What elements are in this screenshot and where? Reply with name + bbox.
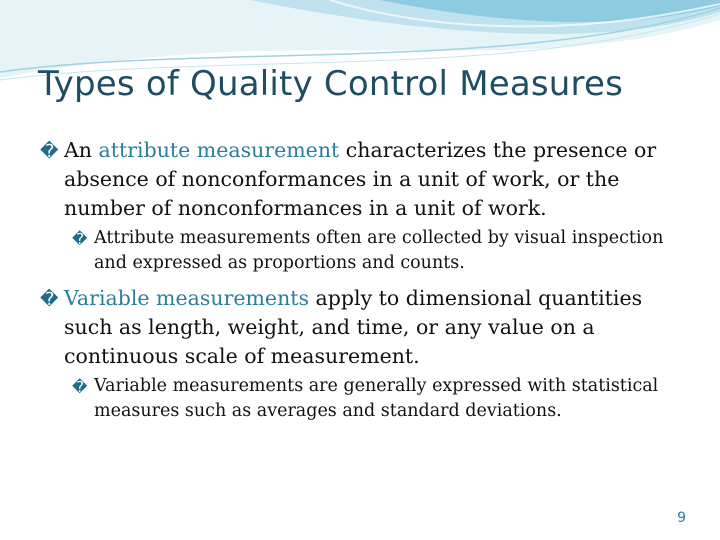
bullet-text: apply to dimensional quantities such as length, weight, and time, or any value on a continuous scale of measurement. [64,286,643,368]
bullet-variable-measurement [40,284,690,371]
bullet-marker-icon: � [72,378,88,396]
bullet-marker-icon: � [40,141,59,162]
bullet-text: characterizes the presence or absence of nonconformances in a unit of work, or the number of nonconformances in a unit of work. [64,138,657,220]
bullet-attribute-measurement [40,136,690,223]
sub-bullet-attribute [72,226,672,276]
page-number: 9 [677,510,686,526]
bullet-marker-icon: � [40,289,59,310]
sub-bullet-text: Variable measurements are generally expressed with statistical measures such as averages and standard deviations. [94,376,659,421]
highlight-term: attribute measurement [98,138,340,162]
sub-bullet-variable [72,374,672,424]
bullet-marker-icon: � [72,230,88,248]
highlight-term: Variable measurements [64,286,310,310]
sub-bullet-text: Attribute measurements often are collected by visual inspection and expressed as proportions and counts. [94,228,664,273]
bullet-lead-text: An [64,138,99,162]
slide-title: Types of Quality Control Measures [38,64,624,104]
